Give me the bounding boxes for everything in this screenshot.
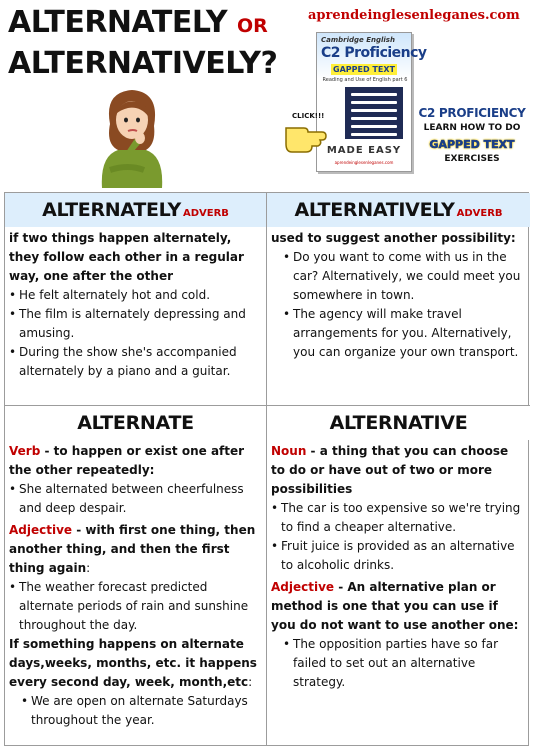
definition-alternately: if two things happen alternately, they follow each other in a regular way, one after the other [9,231,244,283]
definition-alternate-verb: Verb - to happen or exist one after the other repeatedly: [9,444,245,477]
promo-text [416,106,528,164]
book-gapped-label: GAPPED TEXT [331,64,397,75]
promo-line2: LEARN HOW TO DO [423,123,521,133]
cell-header-alternative [267,406,530,440]
title-word-alternately: ALTERNATELY [8,5,228,40]
list-item: • The car is too expensive so we're trying to find a cheaper alternative. [271,499,526,537]
label-noun: Noun [271,444,307,458]
book-made-easy: MADE EASY [326,145,402,156]
book-cambridge-label: Cambridge English [321,36,395,44]
pos-adverb-2: ADVERB [456,208,503,219]
list-item: • During the show she's accompanied alternately by a piano and a guitar. [9,343,262,381]
label-adjective-2: Adjective [271,580,335,594]
heading-alternately: ALTERNATELY [42,199,181,221]
book-gapped-lines-graphic [345,87,403,139]
definition-alternatively: used to suggest another possibility: [271,231,516,245]
definition-alternate-days: If something happens on alternate days,weeks, months, etc. it happens every second day, week, month,etc: [9,637,257,689]
pos-adverb-1: ADVERB [182,208,229,219]
cell-header-alternate [5,406,266,440]
cell-alternate [5,406,267,746]
list-item: • She alternated between cheerfulness and deep despair. [9,480,262,518]
examples-alternatively [271,248,526,362]
list-item: • The film is alternately depressing and amusing. [9,305,262,343]
examples-alternative-noun [271,499,526,575]
cell-alternatively [267,193,530,406]
title-or: OR [237,15,268,37]
list-item: • We are open on alternate Saturdays throughout the year. [9,692,262,730]
heading-alternative: ALTERNATIVE [329,412,468,434]
definition-alternative-adjective: Adjective - An alternative plan or method is one that you can use if you do not want to use another one: [271,580,519,632]
definition-alternate-adjective: Adjective - with first one thing, then another thing, and then the first thing again: [9,523,256,575]
book-cover[interactable] [316,32,427,172]
examples-alternate-adjective [9,578,262,635]
list-item: • Fruit juice is provided as an alternative to alcoholic drinks. [271,537,526,575]
examples-alternate-verb [9,480,262,518]
definition-alternative-noun: Noun - a thing that you can choose to do or have out of two or more possibilities [271,444,509,496]
page-title [8,4,288,83]
click-label: CLICK!!! [292,112,325,120]
list-item: • Do you want to come with us in the car? Alternatively, we could meet you somewhere in town. [271,248,526,305]
label-adjective: Adjective [9,523,73,537]
book-url: aprendeinglesenleganes.com [334,160,394,165]
cell-alternately [5,193,267,406]
heading-alternate: ALTERNATE [77,412,194,434]
promo-line4: EXERCISES [444,154,500,164]
list-item: • The agency will make travel arrangements for you. Alternatively, you can organize your own transport. [271,305,526,362]
vocabulary-table [4,192,529,746]
examples-alternative-adjective [271,635,526,692]
thinking-woman-illustration [88,84,174,188]
promo-line3: GAPPED TEXT [429,138,515,151]
book-level-label: C2 Proficiency [321,45,427,61]
list-item: • He felt alternately hot and cold. [9,286,262,305]
cell-header-alternatively [267,193,530,227]
cell-alternative [267,406,530,746]
promo-line1: C2 PROFICIENCY [418,106,526,120]
title-word-alternatively: ALTERNATIVELY [8,46,261,81]
list-item: • The weather forecast predicted alternate periods of rain and sunshine throughout the day. [9,578,262,635]
examples-alternate-days [9,692,262,730]
page-header [0,0,533,192]
site-url[interactable]: aprendeinglesenleganes.com [308,8,520,23]
title-question-mark: ? [260,46,278,81]
list-item: • The opposition parties have so far failed to set out an alternative strategy. [271,635,526,692]
cell-header-alternately [5,193,266,227]
label-verb: Verb [9,444,41,458]
heading-alternatively: ALTERNATIVELY [294,199,455,221]
book-subtitle: Reading and Use of English part 6 [322,77,408,83]
examples-alternately [9,286,262,381]
